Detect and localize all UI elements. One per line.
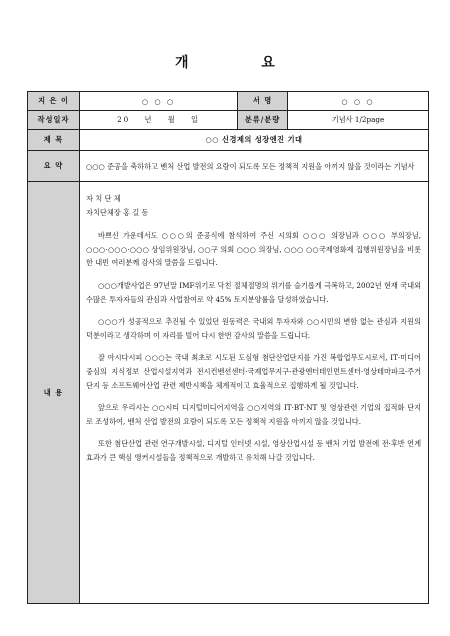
signature-label: 서 명: [238, 92, 288, 111]
author-value: ○ ○ ○: [80, 92, 238, 111]
content-label: 내 용: [28, 182, 80, 604]
signature-value: ○ ○ ○: [288, 92, 429, 111]
content-body: [80, 182, 429, 604]
content-paragraph: 또한 첨단산업 관련 연구개발시설, 디지털 인터넷 시설, 영상산업시설 등 벤처 기업 발전에 전·후반 연계효과가 큰 핵심 앵커시설들을 정책적으로 개발하고 유치해 나갈 것입니다.: [86, 439, 422, 462]
title-value: ○○ 신경제의 성장엔진 기대: [80, 130, 429, 151]
title-label: 제 목: [28, 130, 80, 151]
category-value: 기념사 1/2page: [288, 111, 429, 130]
content-paragraph: 잘 아시다시피 ○○○는 국내 최초로 시도된 도심형 첨단산업단지를 가진 복합업무도시로서, IT·미디어중심의 지식정보 산업시설지역과 전시컨벤션센터·국제업무지구·관광엔터테인먼트센터·영상테마파크·주거단지 등 소프트웨어산업 관련 제반시책을 체계적이고 효율적으로 집행하게 될 것입니다.: [86, 353, 422, 390]
summary-label: 요 약: [28, 151, 80, 182]
content-paragraph: 앞으로 우리시는 ○○시티 디지털미디어지역을 ○○지역의 IT·BT·NT 및 영상관련 기업의 집적화 단지로 조성하여, 벤처 산업 발전의 요람이 되도록 모든 정책적 지원을 아끼지 않을 것입니다.: [86, 403, 422, 426]
content-paragraph: ○○○개발사업은 97년말 IMF위기로 닥친 절체절명의 위기를 슬기롭게 극복하고, 2002년 현재 국내외 수많은 투자자들의 관심과 사업참여로 약 45% 토지분양률을 달성하였습니다.: [86, 280, 422, 304]
content-paragraph: 바쁘신 가운데서도 ○○○의 준공식에 참석하여 주신 시의회 ○○○ 의장님과 ○○○ 부의장님, ○○○·○○○·○○○ 상임위원장님, ○○구 의회 ○○○ 의장님, ○○○ ○○국제영화제 집행위원장님을 비롯한 내빈 여러분께 감사의 말씀을 드립니다.: [86, 231, 422, 268]
summary-form-table: [27, 91, 429, 604]
category-label: 분류/분량: [238, 111, 288, 130]
date-label: 작성일자: [28, 111, 80, 130]
author-label: 지 은 이: [28, 92, 80, 111]
content-paragraph: ○○○가 성공적으로 추진될 수 있었던 원동력은 국내외 투자자와 ○○시민의 변함 없는 관심과 지원의 덕분이라고 생각하며 이 자리를 빌어 다시 한번 감사의 말씀을 드립니다.: [86, 317, 422, 340]
speaker: 자치단체장 홍 길 동: [86, 207, 149, 217]
summary-value: ○○○ 준공을 축하하고 벤처 산업 발전의 요람이 되도록 모든 정책적 지원을 아끼지 않을 것이라는 기념사: [80, 151, 429, 182]
greeting: 자 치 단 체: [86, 194, 121, 203]
page-title: 개 요: [175, 55, 309, 71]
date-value: 20 년 월 일: [80, 111, 238, 130]
